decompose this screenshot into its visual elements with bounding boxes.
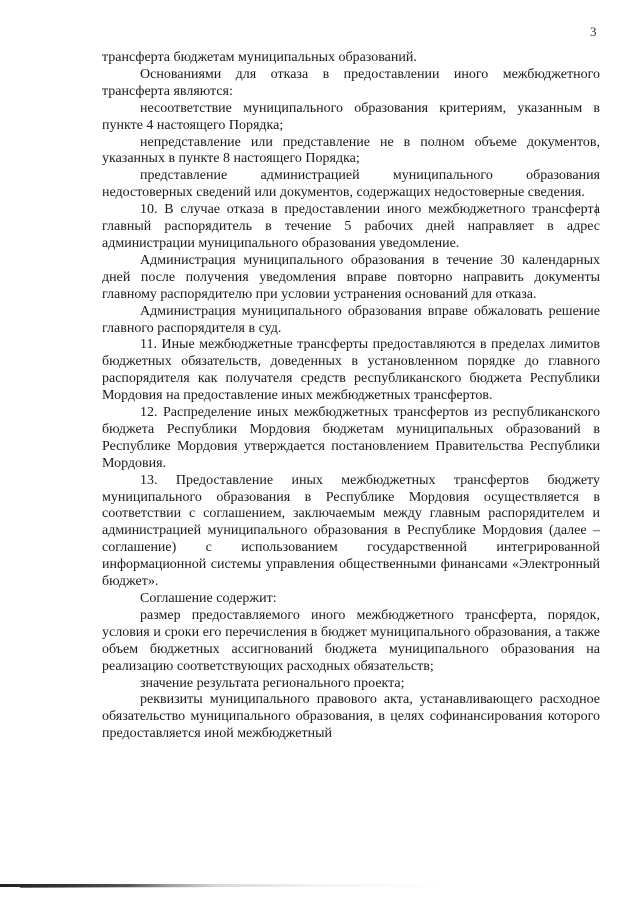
paragraph-12: Соглашение содержит: xyxy=(140,591,277,606)
document-body xyxy=(102,50,600,743)
paragraph-10: 12. Распределение иных межбюджетных трансфертов из республиканского бюджета Республики Мордовия бюджетам муниципальных образований в Республике Мордовия утверждается постановлением Правительства Республики Мордовия. xyxy=(102,405,600,471)
paragraph-7: Администрация муниципального образования в течение 30 календарных дней после получения уведомления вправе повторно направить документы главному распорядителю при условии устранения оснований для отказа. xyxy=(102,252,600,302)
paragraph-14: значение результата регионального проекта; xyxy=(140,675,405,691)
page-number: 3 xyxy=(590,24,597,39)
paragraph-3: несоответствие муниципального образования критериям, указанным в пункте 4 настоящего Порядка; xyxy=(102,100,600,133)
paragraph-1: трансферта бюджетам муниципальных образований. xyxy=(102,50,417,65)
paragraph-11: 13. Предоставление иных межбюджетных трансфертов бюджету муниципального образования в Республике Мордовия осуществляется в соответствии с соглашением, заключаемым между главным распорядителем и администрацией муниципального образования в Республике Мордовия (далее – соглашение) с использованием государственной интегрированной информационной системы управления общественными финансами «Электронный бюджет». xyxy=(102,472,600,590)
paragraph-5: представление администрацией муниципального образования недостоверных сведений или документов, содержащих недостоверные сведения. xyxy=(102,168,600,201)
paragraph-8: Администрация муниципального образования вправе обжаловать решение главного распорядителя в суд. xyxy=(102,303,600,336)
paragraph-4: непредставление или представление не в полном объеме документов, указанных в пункте 8 настоящего Порядка; xyxy=(102,134,600,167)
scan-border-shadow xyxy=(20,887,220,888)
paragraph-2: Основаниями для отказа в предоставлении иного межбюджетного трансферта являются: xyxy=(102,66,600,99)
paragraph-13: размер предоставляемого иного межбюджетного трансферта, порядок, условия и сроки его перечисления в бюджет муниципального образования, а также объем бюджетных ассигнований бюджета муниципального образования на реализацию соответствующих расходных обязательств; xyxy=(102,607,600,674)
paragraph-15: реквизиты муниципального правового акта, устанавливающего расходное обязательство муниципального образования, в целях софинансирования которого предоставляется иной межбюджетный xyxy=(102,692,600,742)
paragraph-6: 10. В случае отказа в предоставлении иного межбюджетного трансферта главный распорядитель в течение 5 рабочих дней направляет в адрес администрации муниципального образования уведомление. xyxy=(102,202,600,251)
paragraph-9: 11. Иные межбюджетные трансферты предоставляются в пределах лимитов бюджетных обязательств, доведенных в установленном порядке до главного распорядителя как получателя средств республиканского бюджета Республики Мордовия на предоставление иных межбюджетных трансфертов. xyxy=(102,337,600,404)
